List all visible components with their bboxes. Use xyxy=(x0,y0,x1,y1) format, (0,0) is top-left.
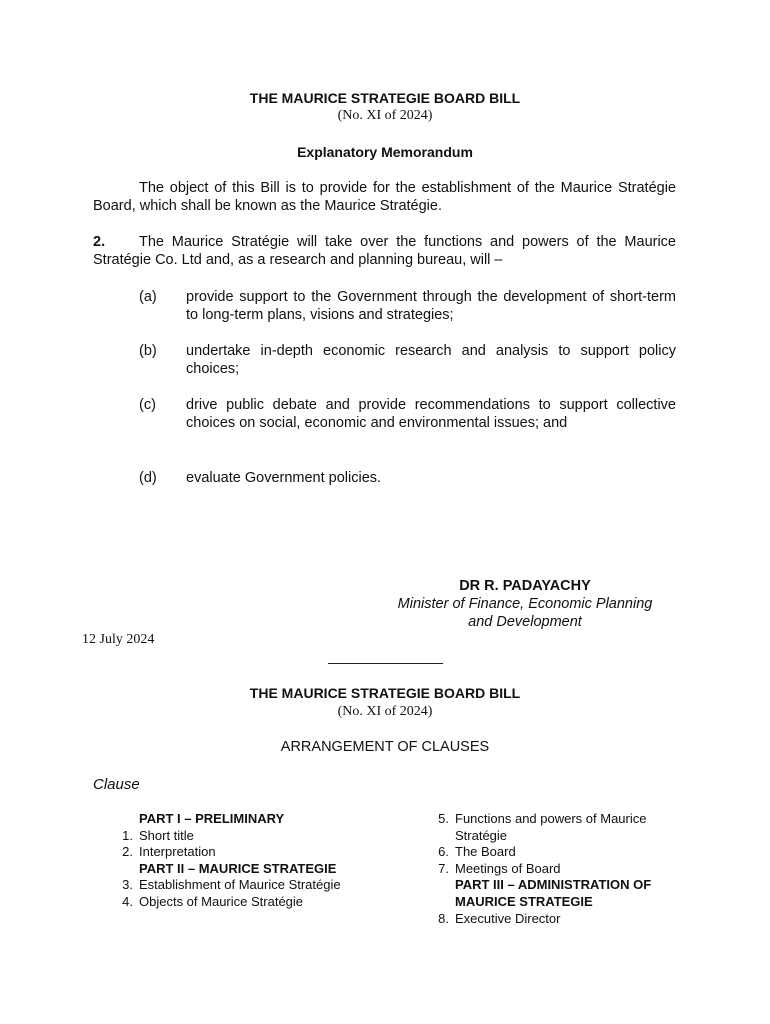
item-text: undertake in-depth economic research and analysis to support policy choices; xyxy=(186,343,676,377)
paragraph-2-text: The Maurice Stratégie will take over the functions and powers of the Maurice Stratégie Co. Ltd and, as a research and planning bureau, will – xyxy=(93,234,676,268)
memo-paragraph-1: The object of this Bill is to provide for the establishment of the Maurice Stratégie Board, which shall be known as the Maurice Stratégie. xyxy=(93,180,676,214)
memo-item-d xyxy=(139,469,676,487)
item-text: provide support to the Government through the development of short-term to long-term plans, visions and strategies; xyxy=(186,289,676,323)
toc-part-heading xyxy=(115,861,405,878)
toc-entry xyxy=(431,911,701,928)
toc-entry-text: PART II – MAURICE STRATEGIE xyxy=(139,860,337,876)
toc-entry-text: Short title xyxy=(139,827,194,843)
toc-entry-number: 8. xyxy=(438,910,449,926)
toc-entry xyxy=(431,861,701,878)
clause-label: Clause xyxy=(93,776,140,793)
item-label: (d) xyxy=(139,470,157,486)
toc-left-column xyxy=(115,811,405,911)
toc-entry-text: PART III – ADMINISTRATION OF xyxy=(455,877,652,893)
toc-entry-text: The Board xyxy=(455,844,516,860)
toc-entry-text: Establishment of Maurice Stratégie xyxy=(139,877,341,893)
toc-entry xyxy=(115,828,405,845)
signatory-name: DR R. PADAYACHY xyxy=(459,578,591,594)
memo-item-b xyxy=(139,342,676,378)
toc-entry-number: 7. xyxy=(438,860,449,876)
toc-entry-text: MAURICE STRATEGIE xyxy=(455,893,593,909)
signatory-role-line-2: and Development xyxy=(468,614,582,630)
toc-entry-number: 2. xyxy=(122,844,133,860)
toc-part-heading-continuation xyxy=(431,894,701,911)
toc-entry xyxy=(431,811,701,828)
signatory-role-line-1: Minister of Finance, Economic Planning xyxy=(397,596,653,612)
toc-entry-number: 3. xyxy=(122,877,133,893)
toc-entry-text: Functions and powers of Maurice xyxy=(455,811,647,826)
arrangement-heading: ARRANGEMENT OF CLAUSES xyxy=(280,739,490,755)
arrangement-bill-number: (No. XI of 2024) xyxy=(337,704,433,719)
toc-entry-text: Stratégie xyxy=(455,827,508,843)
toc-entry xyxy=(115,844,405,861)
signature-block xyxy=(370,577,680,631)
toc-entry xyxy=(115,894,405,911)
memorandum-heading: Explanatory Memorandum xyxy=(297,144,473,160)
toc-entry xyxy=(431,844,701,861)
toc-entry-text: Interpretation xyxy=(139,844,216,860)
item-text: drive public debate and provide recommendations to support collective choices on social, economic and environmental issues; and xyxy=(186,397,676,431)
memo-item-a xyxy=(139,288,676,324)
toc-entry-text: Objects of Maurice Stratégie xyxy=(139,893,304,909)
toc-part-heading xyxy=(115,811,405,828)
memo-item-c xyxy=(139,396,676,432)
item-label: (b) xyxy=(139,343,157,359)
toc-entry-text: Executive Director xyxy=(455,910,561,926)
item-label: (a) xyxy=(139,289,157,305)
memo-paragraph-2 xyxy=(93,233,676,269)
bill-number: (No. XI of 2024) xyxy=(337,108,433,123)
item-text: evaluate Government policies. xyxy=(186,470,382,486)
memo-date: 12 July 2024 xyxy=(82,632,155,647)
toc-entry-number: 1. xyxy=(122,827,133,843)
toc-entry-text: Meetings of Board xyxy=(455,860,561,876)
toc-entry-number: 5. xyxy=(438,811,449,826)
toc-entry-continuation xyxy=(431,828,701,845)
toc-entry xyxy=(115,877,405,894)
paragraph-number: 2. xyxy=(93,234,106,250)
bill-title: THE MAURICE STRATEGIE BOARD BILL xyxy=(249,90,521,106)
toc-entry-number: 4. xyxy=(122,893,133,909)
toc-right-column xyxy=(431,811,701,927)
toc-entry-text: PART I – PRELIMINARY xyxy=(139,811,285,826)
arrangement-bill-title: THE MAURICE STRATEGIE BOARD BILL xyxy=(249,685,521,701)
toc-entry-number: 6. xyxy=(438,844,449,860)
section-divider xyxy=(328,663,443,664)
toc-part-heading xyxy=(431,877,701,894)
item-label: (c) xyxy=(139,397,156,413)
